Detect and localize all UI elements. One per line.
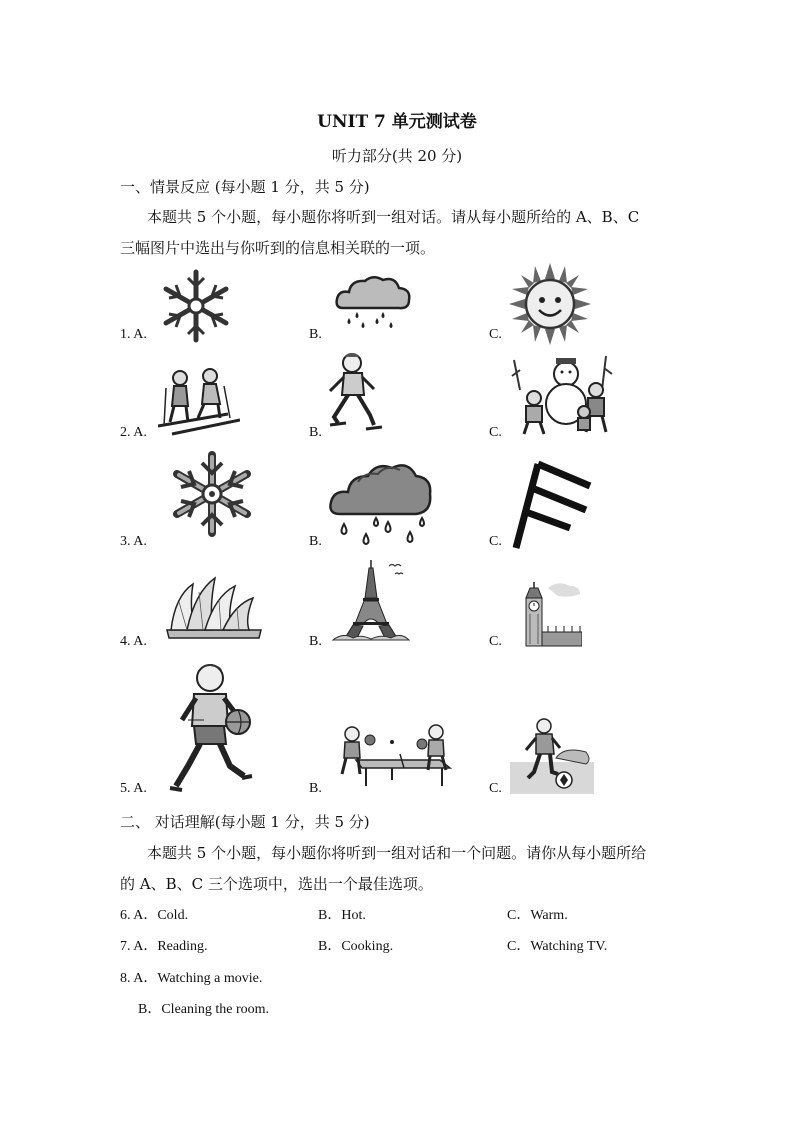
section2-instruction-line1: 本题共 5 个小题，每小题你将听到一组对话和一个问题。请你从每小题所给 (147, 844, 647, 862)
skating-boy-icon (322, 351, 388, 437)
q2-label-b: B. (309, 425, 322, 440)
skiing-icon (158, 364, 240, 436)
q2-label-c: C. (489, 425, 502, 440)
section2-heading: 二、 对话理解(每小题 1 分，共 5 分) (120, 813, 370, 831)
q7-option-c: C．Watching TV. (507, 939, 608, 954)
q3-label-b: B. (309, 534, 322, 549)
page-title: UNIT 7 单元测试卷 (317, 112, 477, 132)
section1-heading: 一、情景反应 (每小题 1 分，共 5 分) (120, 178, 370, 196)
soccer-icon (510, 714, 596, 796)
q7-option-b: B．Cooking. (318, 939, 394, 954)
page-subtitle: 听力部分(共 20 分) (331, 147, 463, 165)
snowman-kids-icon (510, 350, 614, 438)
storm-cloud-icon (328, 452, 434, 548)
q3-label-c: C. (489, 534, 502, 549)
section2-instruction-line2: 的 A、B、C 三个选项中，选出一个最佳选项。 (120, 875, 433, 893)
q5-label-c: C. (489, 781, 502, 796)
q8-option-b: B．Cleaning the room. (138, 1002, 270, 1017)
snowflake-icon (167, 451, 257, 537)
section1-instruction-line1: 本题共 5 个小题，每小题你将听到一组对话。请从每小题所给的 A、B、C (147, 208, 640, 226)
snowflake-icon (158, 268, 234, 344)
q5-label-a: 5. A. (120, 781, 147, 796)
q5-label-b: B. (309, 781, 322, 796)
q8-option-a: 8. A．Watching a movie. (120, 971, 263, 986)
q2-label-a: 2. A. (120, 425, 147, 440)
q1-label-b: B. (309, 327, 322, 342)
q6-option-b: B．Hot. (318, 908, 366, 923)
q7-option-a: 7. A．Reading. (120, 939, 208, 954)
q4-label-c: C. (489, 634, 502, 649)
q6-option-a: 6. A．Cold. (120, 908, 189, 923)
q4-label-a: 4. A. (120, 634, 147, 649)
q1-label-c: C. (489, 327, 502, 342)
q1-label-a: 1. A. (120, 327, 147, 342)
eiffel-tower-icon (331, 558, 411, 642)
ping-pong-icon (332, 720, 454, 788)
sydney-opera-house-icon (165, 572, 263, 640)
section1-instruction-line2: 三幅图片中选出与你听到的信息相关联的一项。 (120, 239, 436, 257)
q4-label-b: B. (309, 634, 322, 649)
basketball-player-icon (168, 662, 254, 794)
big-ben-icon (518, 580, 582, 648)
q6-option-c: C．Warm. (507, 908, 568, 923)
q3-label-a: 3. A. (120, 534, 147, 549)
sun-icon (509, 263, 591, 345)
windy-flag-icon (510, 458, 596, 552)
rain-cloud-icon (333, 272, 413, 334)
